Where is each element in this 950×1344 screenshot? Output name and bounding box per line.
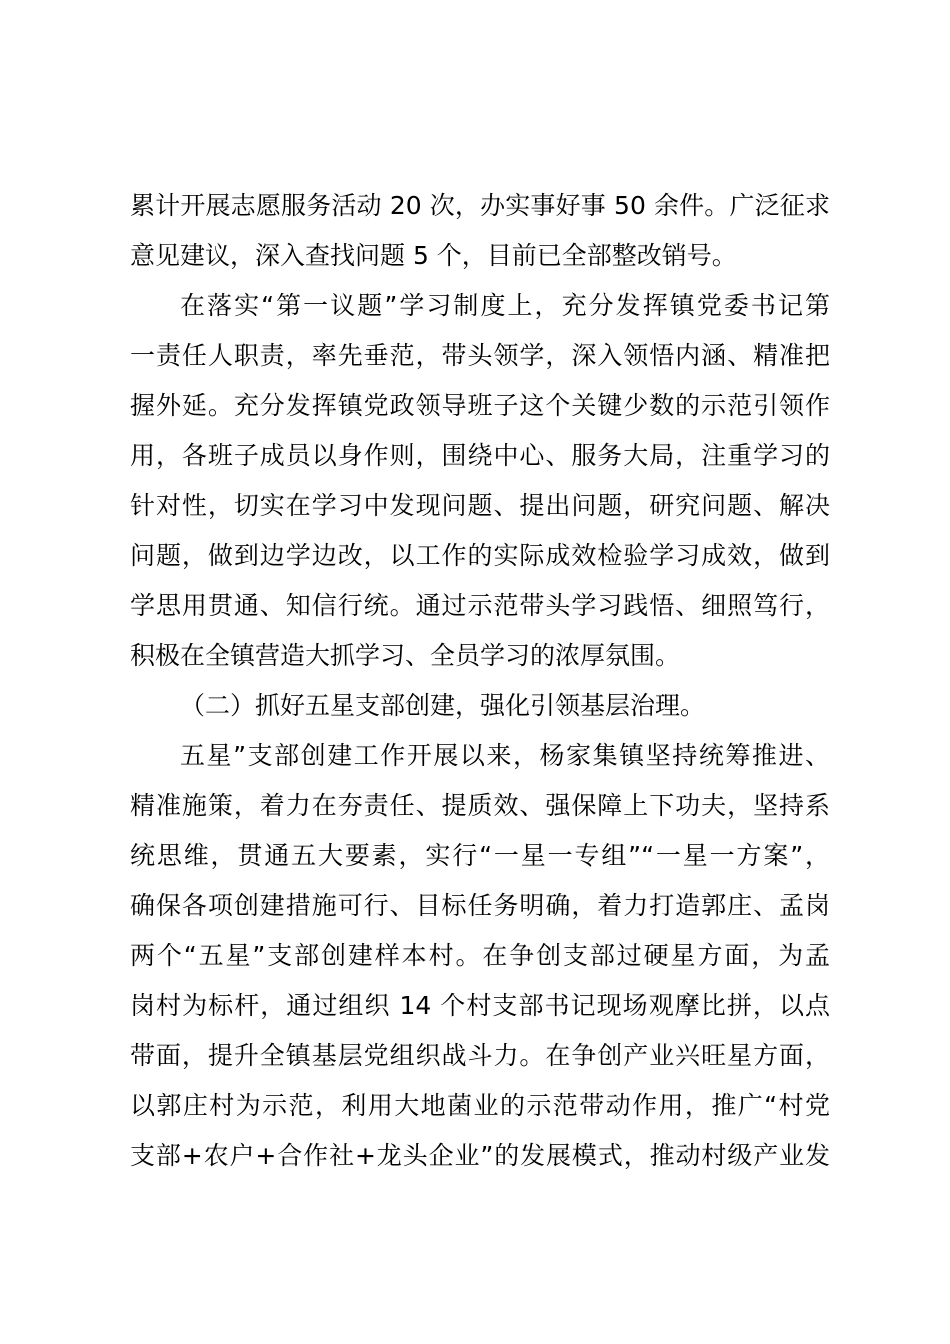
paragraph-line: 针对性，切实在学习中发现问题、提出问题，研究问题、解决 [130,491,830,520]
paragraph-line: 确保各项创建措施可行、目标任务明确，着力打造郭庄、孟岗 [130,891,830,920]
paragraph-line: 意见建议，深入查找问题 5 个，目前已全部整改销号。 [130,241,737,270]
paragraph-line: 问题，做到边学边改，以工作的实际成效检验学习成效，做到 [130,541,830,570]
paragraph-line: 一责任人职责，率先垂范，带头领学，深入领悟内涵、精准把 [130,341,830,370]
section-heading: （二）抓好五星支部创建，强化引领基层治理。 [180,691,706,720]
paragraph-line: 支部+农户+合作社+龙头企业”的发展模式，推动村级产业发 [130,1141,830,1170]
paragraph-line: 统思维，贯通五大要素，实行“一星一专组”“一星一方案”， [130,841,830,870]
paragraph-line: 两个“五星”支部创建样本村。在争创支部过硬星方面，为孟 [130,941,830,970]
paragraph-line: 岗村为标杆，通过组织 14 个村支部书记现场观摩比拼，以点 [130,991,830,1020]
paragraph-line: 五星”支部创建工作开展以来，杨家集镇坚持统筹推进、 [180,741,830,770]
paragraph-line: 累计开展志愿服务活动 20 次，办实事好事 50 余件。广泛征求 [130,191,830,220]
paragraph-line: 握外延。充分发挥镇党政领导班子这个关键少数的示范引领作 [130,391,830,420]
paragraph-line: 精准施策，着力在夯责任、提质效、强保障上下功夫，坚持系 [130,791,830,820]
paragraph-line: 在落实“第一议题”学习制度上，充分发挥镇党委书记第 [180,291,830,320]
paragraph-line: 以郭庄村为示范，利用大地菌业的示范带动作用，推广“村党 [130,1091,830,1120]
paragraph-line: 学思用贯通、知信行统。通过示范带头学习践悟、细照笃行， [130,591,830,620]
paragraph-line: 带面，提升全镇基层党组织战斗力。在争创产业兴旺星方面， [130,1041,830,1070]
paragraph-line: 积极在全镇营造大抓学习、全员学习的浓厚氛围。 [130,641,681,670]
paragraph-line: 用，各班子成员以身作则，围绕中心、服务大局，注重学习的 [130,441,830,470]
